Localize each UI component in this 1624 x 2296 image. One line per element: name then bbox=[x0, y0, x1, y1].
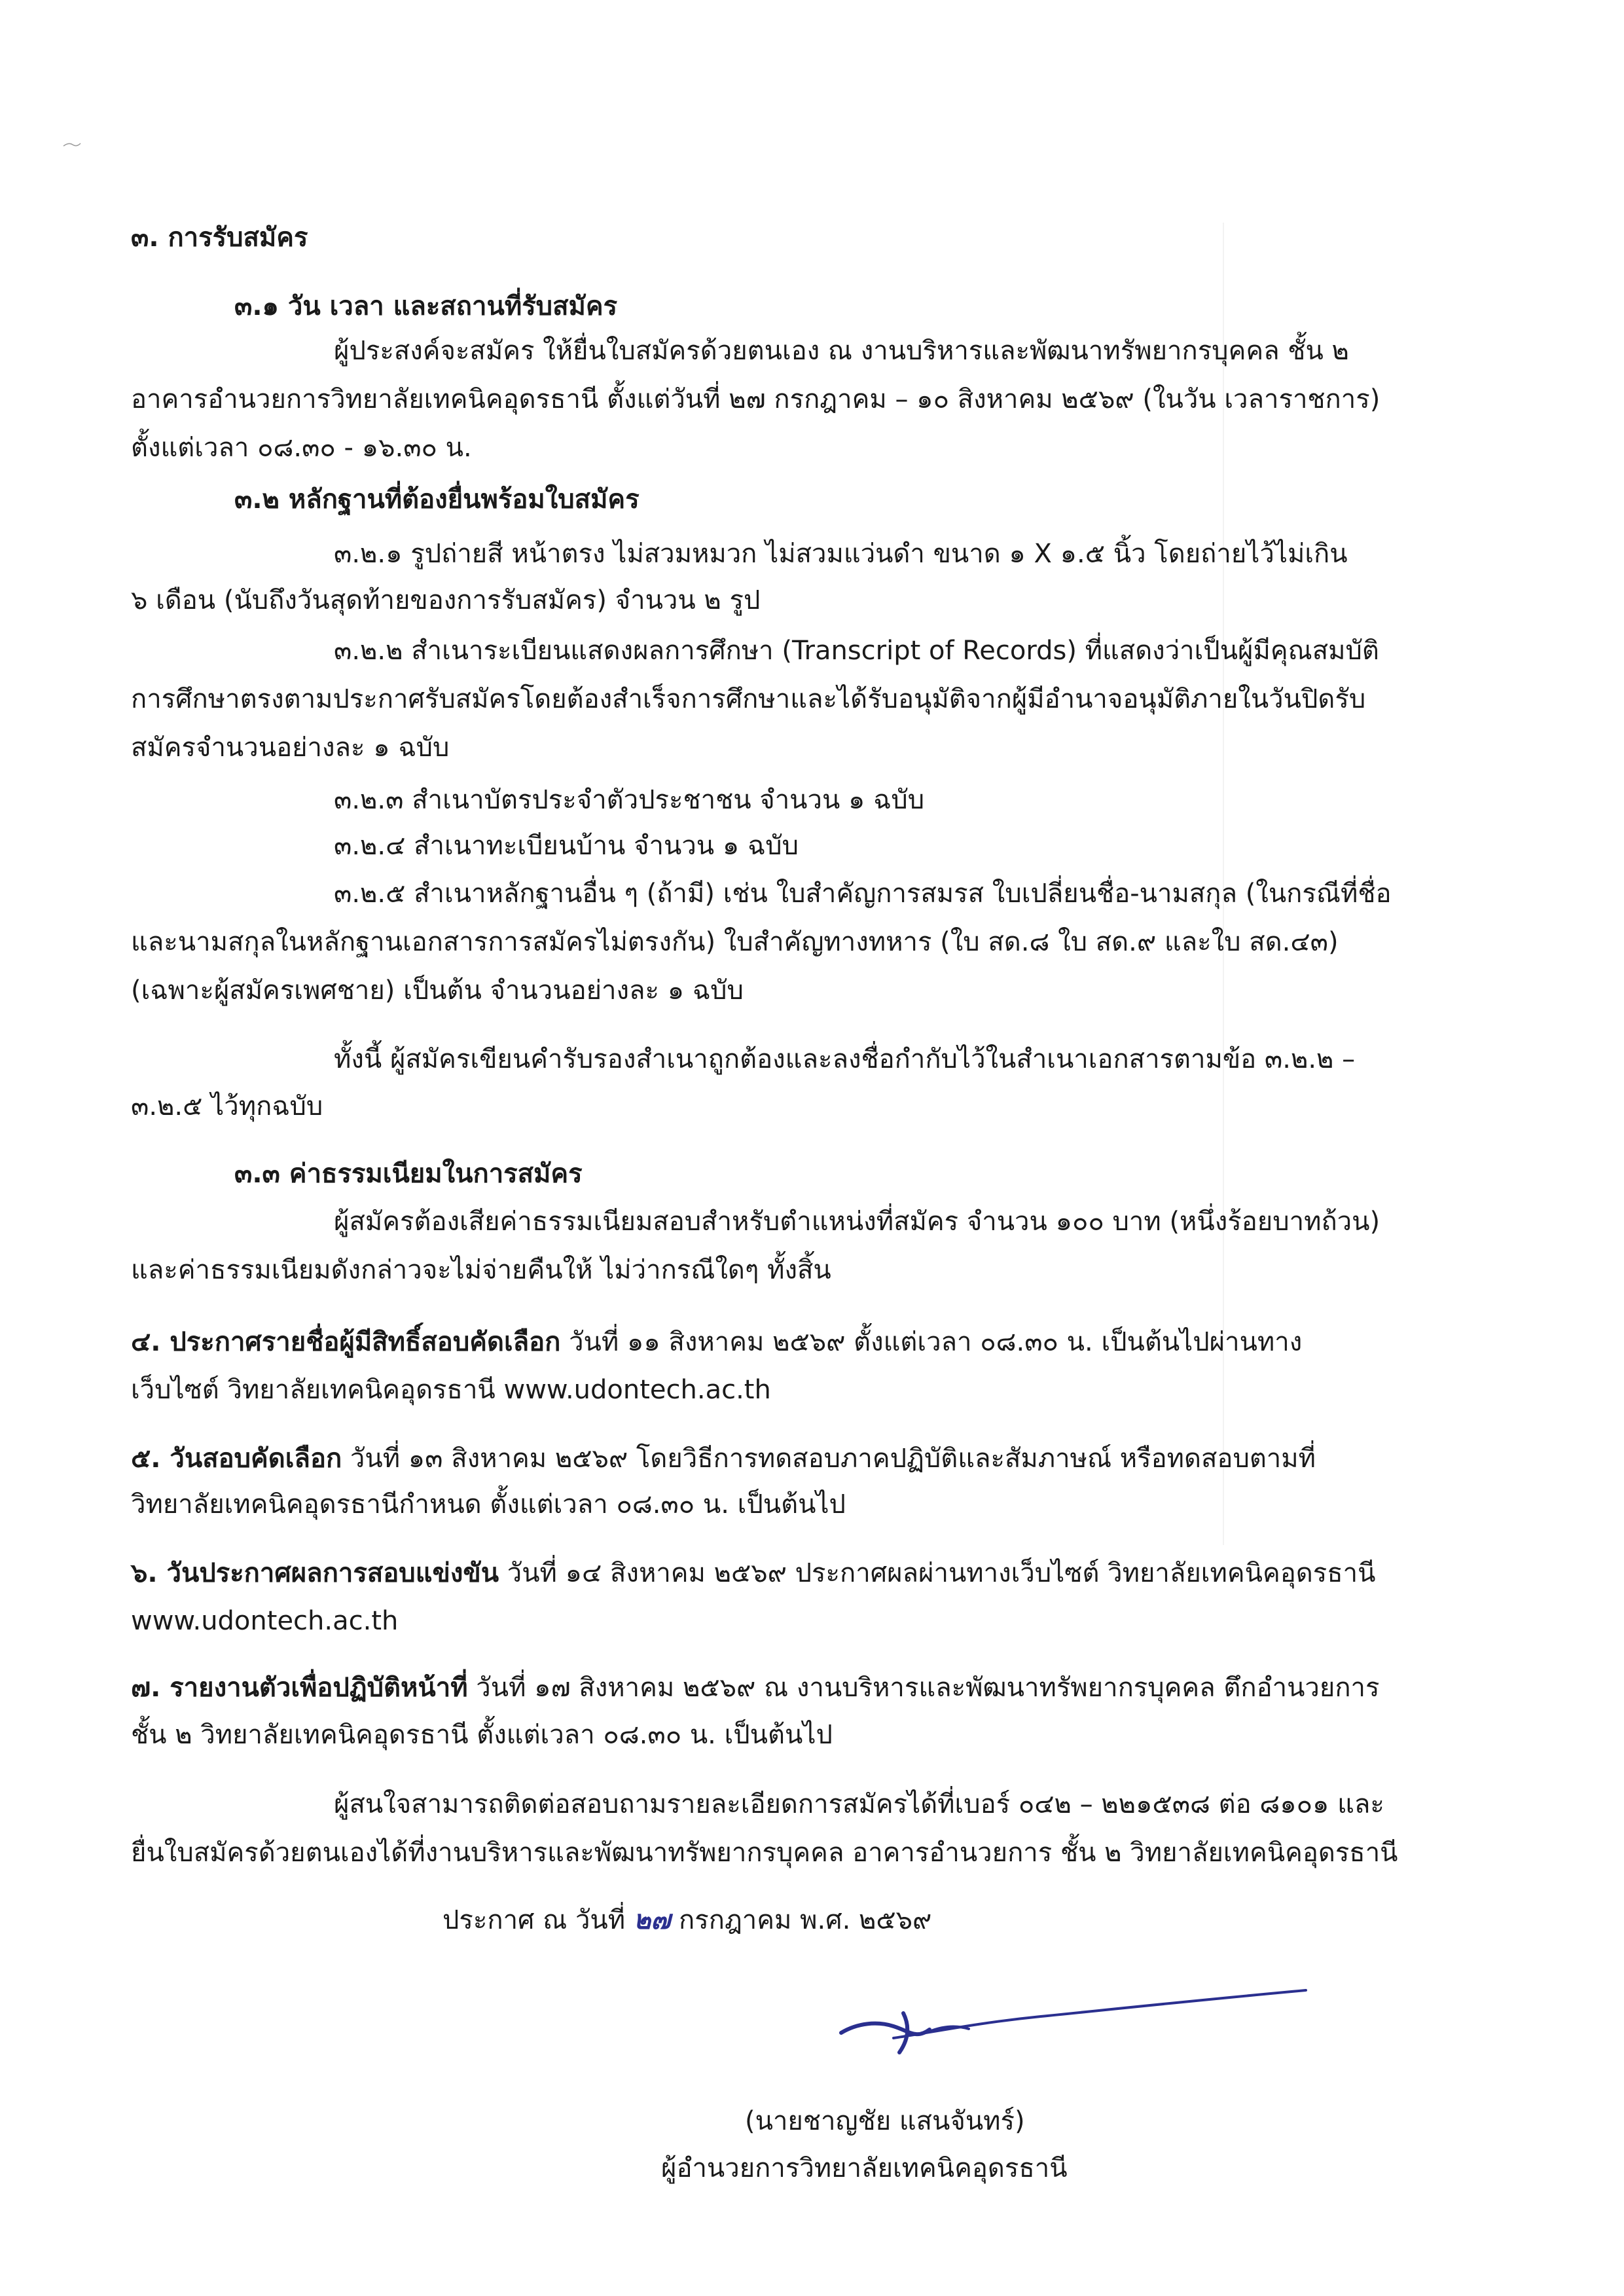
section-6-line2: www.udontech.ac.th bbox=[131, 1606, 399, 1636]
item-3-2-2: สมัครจำนวนอย่างละ ๑ ฉบับ bbox=[131, 733, 450, 763]
fee-line: ผู้สมัครต้องเสียค่าธรรมเนียมสอบสำหรับตำแหน่งที่สมัคร จำนวน ๑๐๐ บาท (หนึ่งร้อยบาทถ้วน) bbox=[334, 1207, 1380, 1237]
section-3-1-line: อาคารอำนวยการวิทยาลัยเทคนิคอุดรธานี ตั้งแต่วันที่ ๒๗ กรกฎาคม – ๑๐ สิงหาคม ๒๕๖๙ (ในวัน เวลาราชการ) bbox=[131, 384, 1380, 414]
section-3-heading: ๓. การรับสมัคร bbox=[131, 223, 308, 253]
section-3-1-line: ผู้ประสงค์จะสมัคร ให้ยื่นใบสมัครด้วยตนเอง ณ งานบริหารและพัฒนาทรัพยากรบุคคล ชั้น ๒ bbox=[334, 336, 1349, 366]
announcement-prefix: ประกาศ ณ วันที่ bbox=[442, 1905, 626, 1935]
section-7-line2: ชั้น ๒ วิทยาลัยเทคนิคอุดรธานี ตั้งแต่เวลา ๐๘.๓๐ น. เป็นต้นไป bbox=[131, 1720, 833, 1750]
section-3-3-heading: ๓.๓ ค่าธรรมเนียมในการสมัคร bbox=[234, 1159, 583, 1189]
section-3-1-line: ตั้งแต่เวลา ๐๘.๓๐ - ๑๖.๓๐ น. bbox=[131, 433, 472, 463]
item-3-2-3: ๓.๒.๓ สำเนาบัตรประจำตัวประชาชน จำนวน ๑ ฉบับ bbox=[334, 785, 925, 815]
item-3-2-5: และนามสกุลในหลักฐานเอกสารการสมัครไม่ตรงกัน) ใบสำคัญทางทหาร (ใบ สด.๘ ใบ สด.๙ และใบ สด.๔๓) bbox=[131, 927, 1339, 957]
certification-note: ทั้งนี้ ผู้สมัครเขียนคำรับรองสำเนาถูกต้องและลงชื่อกำกับไว้ในสำเนาเอกสารตามข้อ ๓.๒.๒ – bbox=[334, 1044, 1356, 1074]
announcement-date bbox=[442, 1902, 931, 1939]
section-4-text: วันที่ ๑๑ สิงหาคม ๒๕๖๙ ตั้งแต่เวลา ๐๘.๓๐ น. เป็นต้นไปผ่านทาง bbox=[560, 1327, 1303, 1357]
signer-title: ผู้อำนวยการวิทยาลัยเทคนิคอุดรธานี bbox=[661, 2153, 1068, 2183]
section-6-text: วันที่ ๑๔ สิงหาคม ๒๕๖๙ ประกาศผลผ่านทางเว็บไซต์ วิทยาลัยเทคนิคอุดรธานี bbox=[499, 1558, 1376, 1588]
section-4-heading: ๔. ประกาศรายชื่อผู้มีสิทธิ์สอบคัดเลือก bbox=[131, 1327, 561, 1357]
item-3-2-2: ๓.๒.๒ สำเนาระเบียนแสดงผลการศึกษา (Transcript of Records) ที่แสดงว่าเป็นผู้มีคุณสมบัติ bbox=[334, 636, 1379, 666]
director-signature bbox=[831, 1961, 1316, 2066]
certification-note: ๓.๒.๕ ไว้ทุกฉบับ bbox=[131, 1091, 323, 1121]
signer-name: (นายชาญชัย แสนจันทร์) bbox=[745, 2106, 1025, 2136]
item-3-2-5: ๓.๒.๕ สำเนาหลักฐานอื่น ๆ (ถ้ามี) เช่น ใบสำคัญการสมรส ใบเปลี่ยนชื่อ-นามสกุล (ในกรณีที่ชื่อ bbox=[334, 879, 1392, 909]
item-3-2-1: ๓.๒.๑ รูปถ่ายสี หน้าตรง ไม่สวมหมวก ไม่สวมแว่นดำ ขนาด ๑ X ๑.๕ นิ้ว โดยถ่ายไว้ไม่เกิน bbox=[334, 539, 1348, 569]
scan-speck bbox=[62, 141, 82, 149]
section-5-text: วันที่ ๑๓ สิงหาคม ๒๕๖๙ โดยวิธีการทดสอบภาคปฏิบัติและสัมภาษณ์ หรือทดสอบตามที่ bbox=[342, 1444, 1316, 1474]
item-3-2-1: ๖ เดือน (นับถึงวันสุดท้ายของการรับสมัคร) จำนวน ๒ รูป bbox=[131, 585, 761, 615]
section-5-line2: วิทยาลัยเทคนิคอุดรธานีกำหนด ตั้งแต่เวลา ๐๘.๓๐ น. เป็นต้นไป bbox=[131, 1489, 846, 1520]
item-3-2-4: ๓.๒.๔ สำเนาทะเบียนบ้าน จำนวน ๑ ฉบับ bbox=[334, 831, 799, 861]
item-3-2-2: การศึกษาตรงตามประกาศรับสมัครโดยต้องสำเร็จการศึกษาและได้รับอนุมัติจากผู้มีอำนาจอนุมัติภายในวันปิดรับ bbox=[131, 684, 1366, 714]
announcement-day-handwritten: ๒๗ bbox=[633, 1905, 671, 1935]
section-3-2-heading: ๓.๒ หลักฐานที่ต้องยื่นพร้อมใบสมัคร bbox=[234, 484, 640, 515]
section-3-1-heading: ๓.๑ วัน เวลา และสถานที่รับสมัคร bbox=[234, 291, 618, 321]
announcement-suffix: กรกฎาคม พ.ศ. ๒๕๖๙ bbox=[679, 1905, 932, 1935]
contact-line: ยื่นใบสมัครด้วยตนเองได้ที่งานบริหารและพัฒนาทรัพยากรบุคคล อาคารอำนวยการ ชั้น ๒ วิทยาลัยเทคนิคอุดรธานี bbox=[131, 1838, 1398, 1868]
section-6-heading: ๖. วันประกาศผลการสอบแข่งขัน bbox=[131, 1558, 499, 1588]
section-7-text: วันที่ ๑๗ สิงหาคม ๒๕๖๙ ณ งานบริหารและพัฒนาทรัพยากรบุคคล ตึกอำนวยการ bbox=[467, 1673, 1380, 1703]
section-4-line2: เว็บไซต์ วิทยาลัยเทคนิคอุดรธานี www.udontech.ac.th bbox=[131, 1375, 771, 1405]
item-3-2-5: (เฉพาะผู้สมัครเพศชาย) เป็นต้น จำนวนอย่างละ ๑ ฉบับ bbox=[131, 975, 744, 1006]
section-5-heading: ๕. วันสอบคัดเลือก bbox=[131, 1444, 342, 1474]
section-7-heading: ๗. รายงานตัวเพื่อปฏิบัติหน้าที่ bbox=[131, 1673, 468, 1703]
contact-line: ผู้สนใจสามารถติดต่อสอบถามรายละเอียดการสมัครได้ที่เบอร์ ๐๔๒ – ๒๒๑๕๓๘ ต่อ ๘๑๐๑ และ bbox=[334, 1789, 1384, 1819]
fee-line: และค่าธรรมเนียมดังกล่าวจะไม่จ่ายคืนให้ ไม่ว่ากรณีใดๆ ทั้งสิ้น bbox=[131, 1255, 831, 1285]
